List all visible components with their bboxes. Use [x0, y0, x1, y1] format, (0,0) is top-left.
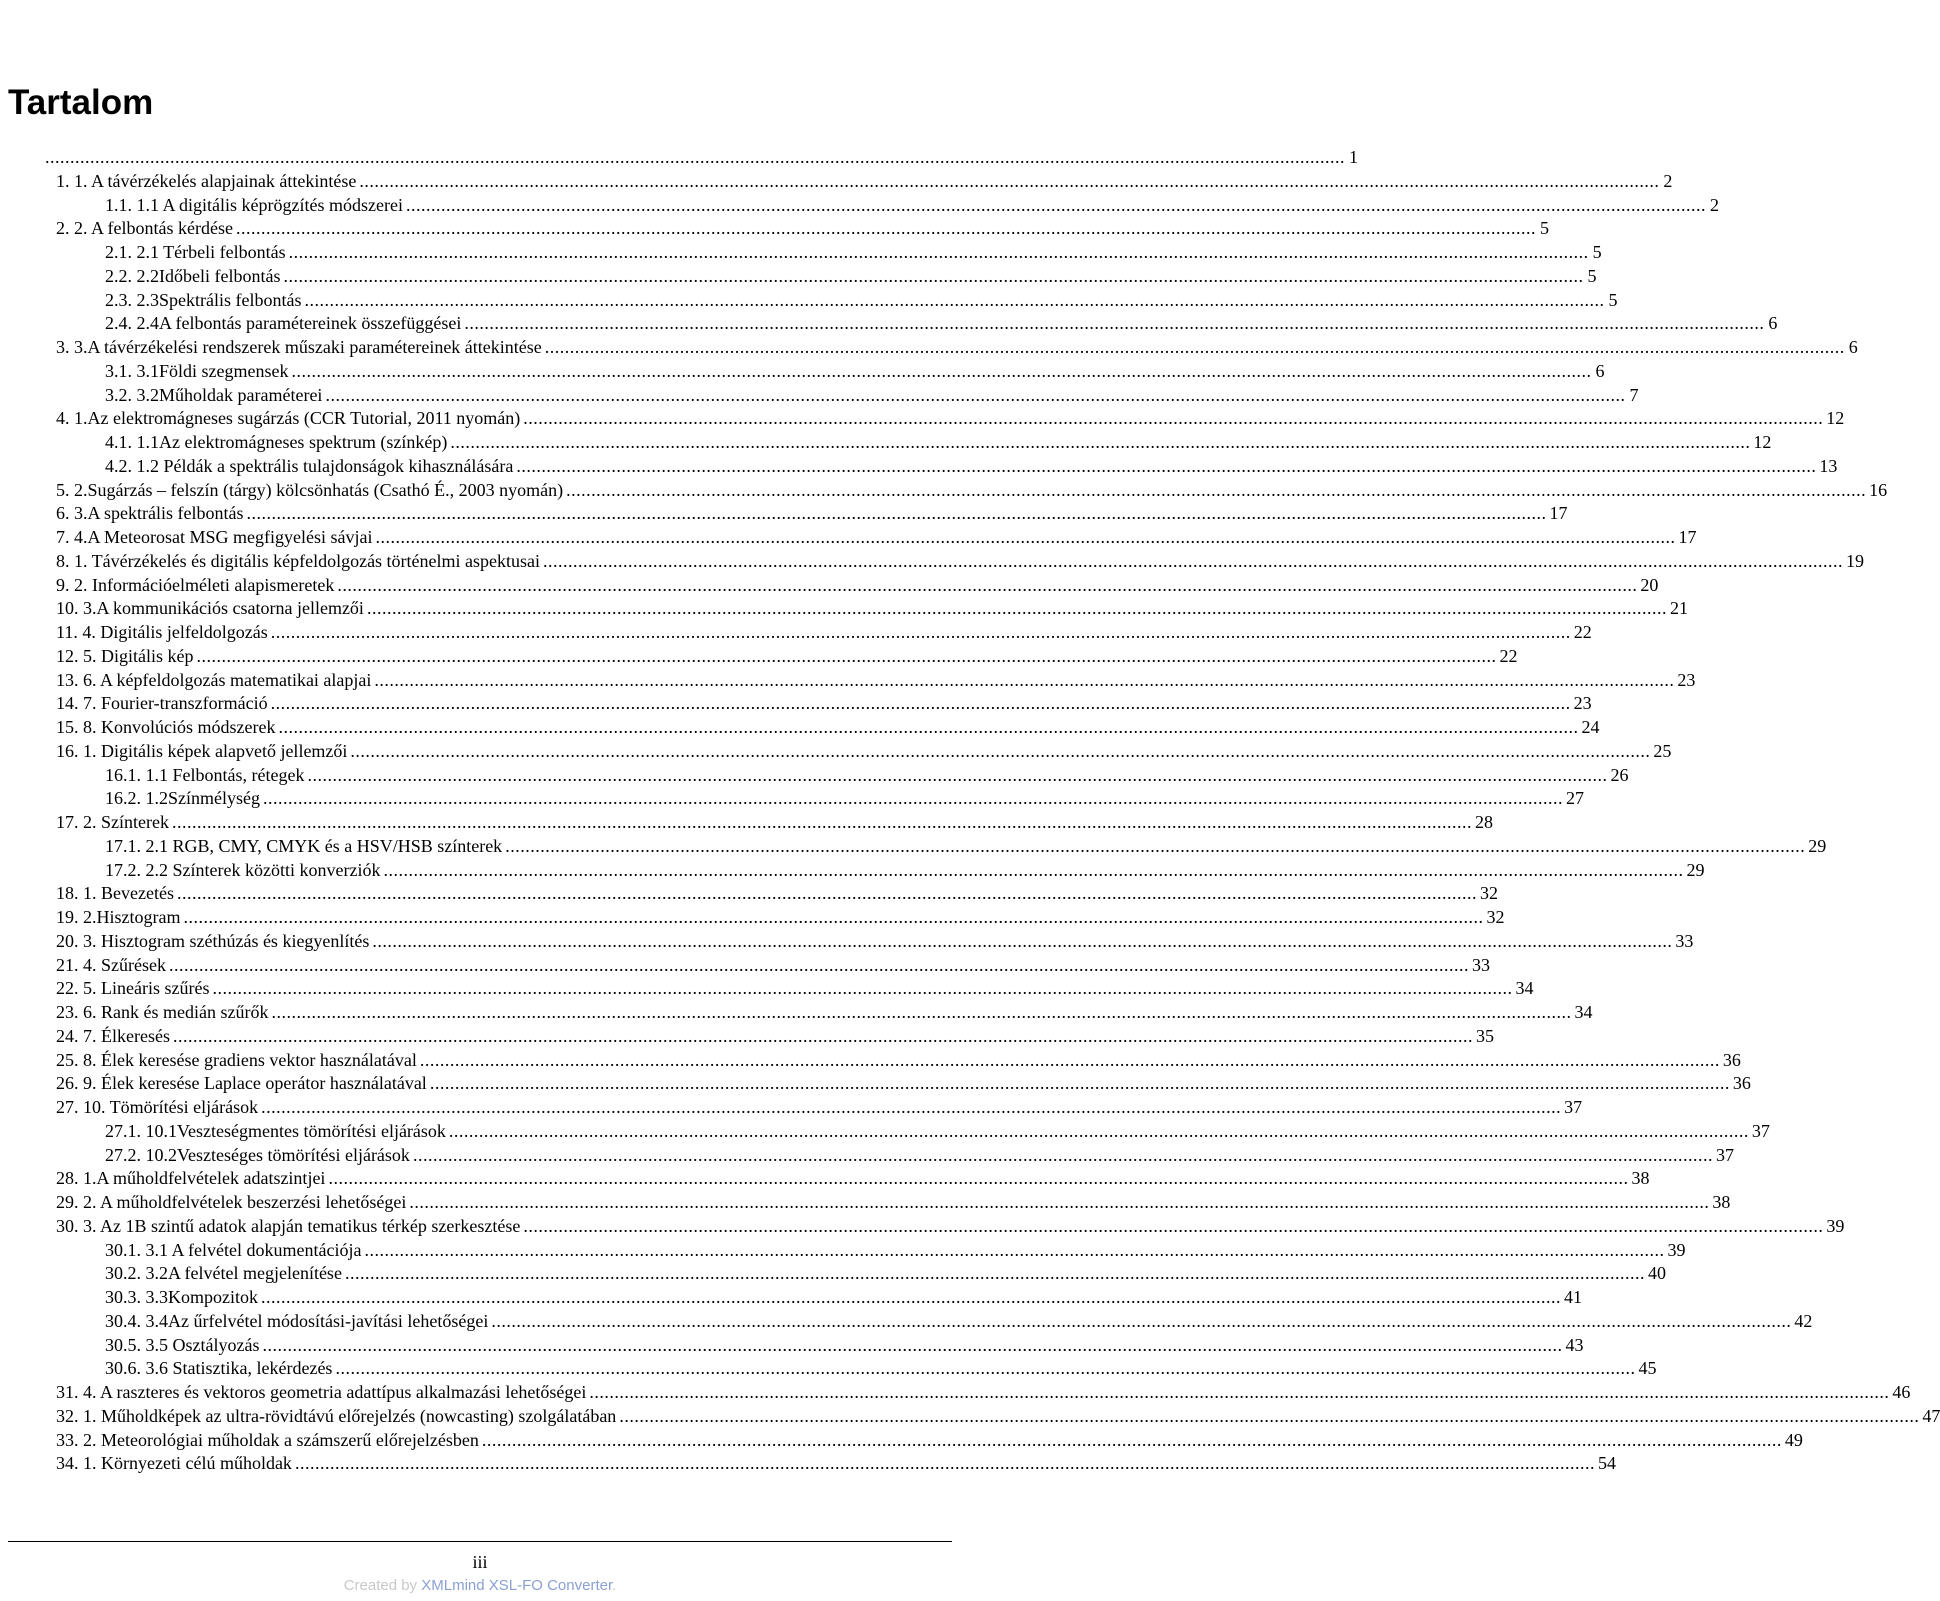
dot-leader: .................................................................................................................................................................................................................................................................... [566, 479, 1867, 500]
dot-leader: .................................................................................................................................................................................................................................................................... [270, 693, 1571, 714]
converter-credit [0, 1576, 960, 1596]
toc-entry[interactable] [56, 1380, 1911, 1404]
toc-entry-page: 39 [1667, 1239, 1686, 1260]
toc-entry-label: 30.6. 3.6 Statisztika, lekérdezés [105, 1358, 333, 1379]
toc-entry[interactable] [105, 1333, 1584, 1357]
toc-entry-page: 39 [1826, 1215, 1845, 1236]
toc-entry-page: 26 [1610, 764, 1629, 785]
toc-entry[interactable] [56, 1451, 1616, 1475]
toc-entry[interactable] [56, 881, 1498, 905]
toc-entry-label: 4.2. 1.2 Példák a spektrális tulajdonságok kihasználására [105, 455, 514, 476]
toc-entry[interactable] [56, 691, 1592, 715]
toc-entry-label: 33. 2. Meteorológiai műholdak a számszerű előrejelzésben [56, 1429, 479, 1450]
toc-entry[interactable] [105, 834, 1827, 858]
toc-entry-page: 23 [1573, 693, 1592, 714]
toc-entry-label: 3.2. 3.2Műholdak paraméterei [105, 384, 323, 405]
toc-entry-page: 38 [1712, 1192, 1731, 1212]
toc-entry-page: 17 [1678, 527, 1697, 547]
toc-entry-label: 25. 8. Élek keresése gradiens vektor használatával [56, 1049, 417, 1070]
toc-entry[interactable] [105, 240, 1602, 264]
toc-entry-page: 12 [1826, 408, 1845, 429]
toc-entry-label: 4. 1.Az elektromágneses sugárzás (CCR Tutorial, 2011 nyomán) [56, 408, 521, 429]
dot-leader: .................................................................................................................................................................................................................................................................... [168, 954, 1469, 975]
dot-leader: .................................................................................................................................................................................................................................................................... [337, 574, 1638, 595]
toc-entry[interactable] [56, 644, 1518, 668]
toc-entry[interactable] [105, 1261, 1666, 1285]
dot-leader: .................................................................................................................................................................................................................................................................... [516, 455, 1817, 476]
dot-leader: .................................................................................................................................................................................................................................................................... [359, 170, 1660, 191]
dot-leader: .................................................................................................................................................................................................................................................................... [491, 1310, 1792, 1331]
toc-entry[interactable] [105, 1356, 1657, 1380]
dot-leader: .................................................................................................................................................................................................................................................................... [172, 1025, 1473, 1046]
toc-entry-label: 2.2. 2.2Időbeli felbontás [105, 265, 281, 286]
toc-entry-label: 16.1. 1.1 Felbontás, rétegek [105, 764, 305, 785]
toc-entry[interactable] [56, 549, 1865, 573]
dot-leader: .................................................................................................................................................................................................................................................................... [543, 550, 1844, 571]
toc-entry-label: 16. 1. Digitális képek alapvető jellemzői [56, 740, 348, 761]
toc-entry-page: 22 [1573, 622, 1592, 642]
dot-leader: .................................................................................................................................................................................................................................................................... [212, 978, 1513, 999]
toc-entry-page: 2 [1663, 170, 1673, 191]
toc-entry-page: 45 [1638, 1358, 1657, 1379]
toc-entry-label: 17.1. 2.1 RGB, CMY, CMYK és a HSV/HSB színterek [105, 835, 503, 856]
toc-entry[interactable] [56, 976, 1534, 1000]
toc-entry-page: 36 [1732, 1073, 1751, 1094]
toc-entry-page: 37 [1751, 1120, 1770, 1141]
toc-entry-label: 32. 1. Műholdképek az ultra-rövidtávú előrejelzés (nowcasting) szolgálatában [56, 1405, 617, 1426]
toc-entry-page: 33 [1471, 954, 1490, 975]
dot-leader: .................................................................................................................................................................................................................................................................... [619, 1405, 1920, 1426]
dot-leader: .................................................................................................................................................................................................................................................................... [262, 1334, 1563, 1355]
toc-entry-page: 32 [1486, 907, 1505, 927]
toc-entry-label: 17.2. 2.2 Színterek közötti konverziók [105, 859, 381, 880]
toc-entry-label: 9. 2. Információelméleti alapismeretek [56, 574, 335, 595]
dot-leader: .................................................................................................................................................................................................................................................................... [344, 1263, 1645, 1284]
toc-entry[interactable] [56, 216, 1549, 240]
toc-entry[interactable] [56, 1024, 1494, 1048]
toc-entry[interactable] [105, 454, 1838, 478]
toc-entry-label: 2.3. 2.3Spektrális felbontás [105, 289, 302, 310]
toc-entry[interactable] [105, 430, 1772, 454]
toc-entry-page: 5 [1587, 265, 1597, 286]
toc-entry[interactable] [56, 1214, 1845, 1238]
dot-leader: .................................................................................................................................................................................................................................................................... [291, 360, 1592, 381]
toc-entry[interactable] [105, 1119, 1770, 1143]
toc-entry[interactable] [105, 1309, 1813, 1333]
dot-leader: .................................................................................................................................................................................................................................................................... [246, 503, 1547, 524]
dot-leader: .................................................................................................................................................................................................................................................................... [523, 1215, 1824, 1236]
toc-entry-label: 2.1. 2.1 Térbeli felbontás [105, 242, 286, 262]
toc-entry[interactable] [56, 1428, 1803, 1452]
dot-leader: .................................................................................................................................................................................................................................................................... [335, 1358, 1636, 1379]
dot-leader: .................................................................................................................................................................................................................................................................... [304, 289, 1605, 310]
toc-entry-page: 46 [1892, 1382, 1911, 1402]
toc-entry-label: 23. 6. Rank és medián szűrők [56, 1002, 269, 1022]
toc-entry-label: 30.1. 3.1 A felvétel dokumentációja [105, 1239, 362, 1260]
toc-entry[interactable] [105, 264, 1597, 288]
dot-leader: .................................................................................................................................................................................................................................................................... [412, 1144, 1713, 1165]
toc-entry-label: 5. 2.Sugárzás – felszín (tárgy) kölcsönhatás (Csathó É., 2003 nyomán) [56, 479, 564, 500]
toc-entry[interactable] [56, 739, 1672, 763]
toc-entry[interactable] [56, 1404, 1940, 1428]
dot-leader: .................................................................................................................................................................................................................................................................... [45, 147, 1345, 167]
toc-entry-page: 24 [1581, 717, 1600, 737]
toc-entry-page: 21 [1669, 598, 1688, 619]
dot-leader: .................................................................................................................................................................................................................................................................... [409, 1192, 1710, 1212]
toc-entry[interactable] [56, 929, 1694, 953]
toc-entry-page: 17 [1549, 503, 1568, 524]
toc-entry[interactable] [105, 1285, 1582, 1309]
toc-entry-label: 11. 4. Digitális jelfeldolgozás [56, 622, 268, 642]
dot-leader: .................................................................................................................................................................................................................................................................... [307, 764, 1608, 785]
toc-entry-label: 29. 2. A műholdfelvételek beszerzési lehetőségei [56, 1192, 407, 1212]
dot-leader: .................................................................................................................................................................................................................................................................... [372, 930, 1673, 951]
toc-entry-label: 6. 3.A spektrális felbontás [56, 503, 244, 524]
toc-entry-label: 31. 4. A raszteres és vektoros geometria adattípus alkalmazási lehetőségei [56, 1382, 587, 1402]
toc-entry-page: 35 [1475, 1025, 1494, 1046]
dot-leader: .................................................................................................................................................................................................................................................................... [544, 337, 1845, 357]
toc-entry-page: 42 [1794, 1310, 1813, 1331]
toc-entry-page: 6 [1595, 360, 1605, 381]
toc-entry[interactable] [105, 763, 1629, 787]
toc-entry-page: 6 [1768, 313, 1778, 334]
dot-leader: .................................................................................................................................................................................................................................................................... [235, 218, 1536, 239]
toc-entry-page: 41 [1564, 1287, 1582, 1307]
toc-entry-label: 26. 9. Élek keresése Laplace operátor használatával [56, 1073, 427, 1094]
toc-entry[interactable] [56, 668, 1696, 692]
dot-leader: .................................................................................................................................................................................................................................................................... [171, 812, 1472, 832]
toc-entry-label: 34. 1. Környezeti célú műholdak [56, 1453, 292, 1474]
toc-entry[interactable] [105, 311, 1778, 335]
footer-divider [8, 1541, 952, 1542]
toc-entry[interactable] [56, 169, 1673, 193]
toc-entry[interactable] [56, 1048, 1741, 1072]
toc-entry-label: 1.1. 1.1 A digitális képrögzítés módszerei [105, 194, 403, 215]
toc-entry-page: 25 [1653, 740, 1672, 761]
toc-entry-label: 14. 7. Fourier-transzformáció [56, 693, 268, 714]
dot-leader: .................................................................................................................................................................................................................................................................... [270, 622, 1571, 642]
toc-entry[interactable] [105, 858, 1705, 882]
toc-entry[interactable] [56, 1190, 1731, 1214]
toc-entry-page: 13 [1819, 455, 1838, 476]
toc-entry-page: 37 [1564, 1097, 1583, 1117]
toc-entry-page: 33 [1675, 930, 1694, 951]
dot-leader: .................................................................................................................................................................................................................................................................... [263, 788, 1563, 809]
toc-entry-label: 12. 5. Digitális kép [56, 645, 194, 666]
toc-entry-label: 19. 2.Hisztogram [56, 907, 181, 927]
toc-entry[interactable] [56, 1071, 1751, 1095]
toc-entry-label: 27.2. 10.2Veszteséges tömörítési eljárások [105, 1144, 410, 1165]
toc-entry[interactable] [56, 620, 1592, 644]
toc-entry-label: 30.4. 3.4Az űrfelvétel módosítási-javítási lehetőségei [105, 1310, 489, 1331]
toc-entry-label: 10. 3.A kommunikációs csatorna jellemzői [56, 598, 364, 619]
toc-entry-page: 34 [1515, 978, 1534, 999]
toc-entry-label: 22. 5. Lineáris szűrés [56, 978, 210, 999]
toc-entry-label: 20. 3. Hisztogram széthúzás és kiegyenlítés [56, 930, 370, 951]
toc-entry-page: 12 [1753, 432, 1772, 452]
toc-entry-label: 1. 1. A távérzékelés alapjainak áttekintése [56, 170, 357, 191]
toc-entry-page: 22 [1499, 645, 1518, 666]
toc-entry-label: 30.2. 3.2A felvétel megjelenítése [105, 1263, 342, 1284]
toc-entry-page: 32 [1479, 883, 1498, 904]
toc-entry-label: 13. 6. A képfeldolgozás matematikai alapjai [56, 669, 372, 690]
toc-entry[interactable] [56, 905, 1505, 929]
credit-suffix: . [612, 1577, 617, 1594]
dot-leader: .................................................................................................................................................................................................................................................................... [271, 1002, 1572, 1022]
toc-entry[interactable] [56, 406, 1845, 430]
dot-leader: .................................................................................................................................................................................................................................................................... [196, 645, 1497, 666]
dot-leader: .................................................................................................................................................................................................................................................................... [450, 432, 1751, 452]
toc-entry[interactable] [56, 1095, 1583, 1119]
toc-entry-page: 34 [1574, 1002, 1593, 1022]
dot-leader: .................................................................................................................................................................................................................................................................... [278, 717, 1579, 737]
credit-prefix: Created by [343, 1577, 422, 1594]
toc-entry-label: 7. 4.A Meteorosat MSG megfigyelési sávjai [56, 527, 373, 547]
toc-entry-page: 49 [1784, 1429, 1803, 1450]
toc-entry-label: 17. 2. Színterek [56, 812, 169, 832]
dot-leader: .................................................................................................................................................................................................................................................................... [505, 835, 1806, 856]
toc-entry-page: 27 [1566, 788, 1584, 809]
toc-entry[interactable] [56, 478, 1888, 502]
toc-entry[interactable] [105, 786, 1584, 810]
toc-title: Tartalom [8, 83, 154, 122]
dot-leader: .................................................................................................................................................................................................................................................................... [176, 883, 1477, 904]
dot-leader: .................................................................................................................................................................................................................................................................... [405, 194, 1706, 215]
toc-entry-label: 21. 4. Szűrések [56, 954, 166, 975]
toc-entry-page: 16 [1869, 479, 1888, 500]
toc-entry-label: 30. 3. Az 1B szintű adatok alapján tematikus térkép szerkesztése [56, 1215, 521, 1236]
toc-entry[interactable] [105, 288, 1618, 312]
toc-entry-label: 30.5. 3.5 Osztályozás [105, 1334, 260, 1355]
toc-entry-page: 47 [1922, 1405, 1940, 1426]
toc-entry-page: 40 [1647, 1263, 1666, 1284]
dot-leader: .................................................................................................................................................................................................................................................................... [261, 1287, 1561, 1307]
toc-entry-page: 20 [1640, 574, 1659, 595]
toc-entry-label: 2.4. 2.4A felbontás paramétereinek összefüggései [105, 313, 462, 334]
dot-leader: .................................................................................................................................................................................................................................................................... [366, 598, 1667, 619]
dot-leader: .................................................................................................................................................................................................................................................................... [283, 265, 1584, 286]
toc-entry[interactable] [56, 1000, 1593, 1024]
dot-leader: .................................................................................................................................................................................................................................................................... [183, 907, 1484, 927]
dot-leader: .................................................................................................................................................................................................................................................................... [448, 1120, 1749, 1141]
toc-entry[interactable] [56, 953, 1490, 977]
toc-entry-page: 29 [1686, 859, 1705, 880]
dot-leader: .................................................................................................................................................................................................................................................................... [288, 242, 1589, 262]
dot-leader: .................................................................................................................................................................................................................................................................... [383, 859, 1684, 880]
toc-entry[interactable] [105, 1238, 1686, 1262]
dot-leader: .................................................................................................................................................................................................................................................................... [350, 740, 1651, 761]
toc-entry-page: 1 [1349, 147, 1358, 167]
toc-entry[interactable] [56, 335, 1858, 359]
toc-entry[interactable] [56, 596, 1688, 620]
toc-entry-label: 2. 2. A felbontás kérdése [56, 218, 233, 239]
toc-entry-page: 19 [1846, 550, 1865, 571]
toc-entry-page: 23 [1677, 669, 1696, 690]
toc-entry[interactable] [42, 145, 1358, 169]
toc-entry-page: 29 [1808, 835, 1827, 856]
toc-entry-label: 8. 1. Távérzékelés és digitális képfeldolgozás történelmi aspektusai [56, 550, 541, 571]
toc-entry-page: 28 [1474, 812, 1493, 832]
toc-entry[interactable] [56, 525, 1697, 549]
toc-entry-page: 7 [1629, 384, 1639, 405]
dot-leader: .................................................................................................................................................................................................................................................................... [364, 1239, 1665, 1260]
toc-entry[interactable] [105, 383, 1639, 407]
toc-entry-label: 27. 10. Tömörítési eljárások [56, 1097, 259, 1117]
dot-leader: .................................................................................................................................................................................................................................................................... [374, 669, 1675, 690]
dot-leader: .................................................................................................................................................................................................................................................................... [325, 384, 1626, 405]
toc-entry-label: 4.1. 1.1Az elektromágneses spektrum (színkép) [105, 432, 448, 452]
toc-entry-label: 18. 1. Bevezetés [56, 883, 174, 904]
toc-entry-label: 15. 8. Konvolúciós módszerek [56, 717, 276, 737]
toc-entry[interactable] [56, 1166, 1650, 1190]
toc-entry-page: 54 [1597, 1453, 1616, 1474]
dot-leader: .................................................................................................................................................................................................................................................................... [375, 527, 1676, 547]
toc-entry[interactable] [56, 573, 1659, 597]
toc-entry-page: 5 [1539, 218, 1549, 239]
toc-entry[interactable] [56, 501, 1568, 525]
toc-entry-page: 5 [1592, 242, 1602, 262]
dot-leader: .................................................................................................................................................................................................................................................................... [481, 1429, 1782, 1450]
toc-entry-page: 6 [1848, 337, 1858, 357]
toc-entry-label: 30.3. 3.3Kompozitok [105, 1287, 258, 1307]
toc-entry-label: 16.2. 1.2Színmélység [105, 788, 260, 809]
toc-entry-label: 28. 1.A műholdfelvételek adatszintjei [56, 1168, 326, 1189]
toc-entry-label: 3. 3.A távérzékelési rendszerek műszaki paramétereinek áttekintése [56, 337, 542, 357]
toc-entry-label: 24. 7. Élkeresés [56, 1025, 170, 1046]
toc-entry-label: 27.1. 10.1Veszteségmentes tömörítési eljárások [105, 1120, 446, 1141]
toc-entry[interactable] [105, 1143, 1734, 1167]
credit-link[interactable]: XMLmind XSL-FO Converter [421, 1577, 613, 1594]
toc-entry-page: 36 [1722, 1049, 1741, 1070]
dot-leader: .................................................................................................................................................................................................................................................................... [589, 1382, 1890, 1402]
dot-leader: .................................................................................................................................................................................................................................................................... [419, 1049, 1720, 1070]
toc-entry-label: 3.1. 3.1Földi szegmensek [105, 360, 289, 381]
toc-entry[interactable] [105, 359, 1605, 383]
toc-entry-page: 5 [1608, 289, 1618, 310]
toc-entry-page: 43 [1565, 1334, 1584, 1355]
toc-entry-page: 38 [1631, 1168, 1650, 1189]
toc-entry-page: 2 [1709, 194, 1719, 215]
dot-leader: .................................................................................................................................................................................................................................................................... [328, 1168, 1629, 1189]
dot-leader: .................................................................................................................................................................................................................................................................... [464, 313, 1765, 334]
toc-entry[interactable] [105, 193, 1719, 217]
dot-leader: .................................................................................................................................................................................................................................................................... [523, 408, 1824, 429]
toc-entry-page: 37 [1715, 1144, 1734, 1165]
dot-leader: .................................................................................................................................................................................................................................................................... [261, 1097, 1562, 1117]
toc-entry[interactable] [56, 715, 1600, 739]
toc-entry[interactable] [56, 810, 1493, 834]
dot-leader: .................................................................................................................................................................................................................................................................... [429, 1073, 1730, 1094]
dot-leader: .................................................................................................................................................................................................................................................................... [294, 1453, 1595, 1474]
page-number: iii [472, 1552, 488, 1572]
